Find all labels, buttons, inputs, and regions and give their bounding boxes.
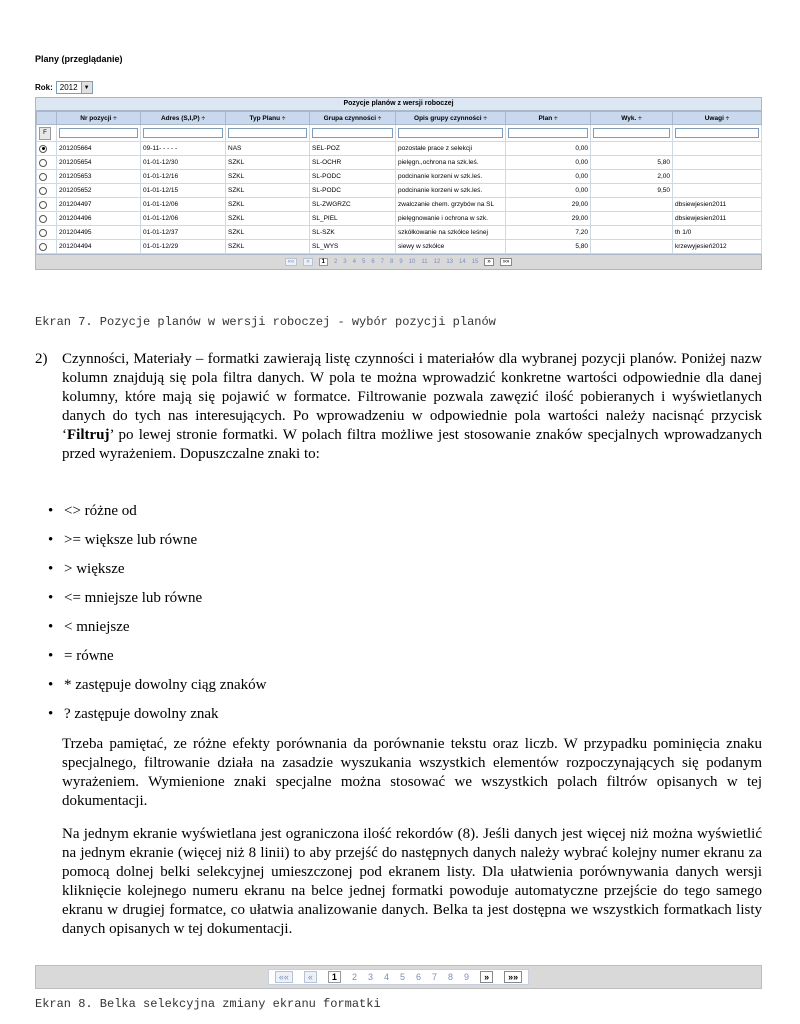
cell: SZKL <box>226 184 310 198</box>
cell <box>591 226 673 240</box>
pager <box>36 254 761 269</box>
cell: 01-01-12/37 <box>141 226 226 240</box>
table-row[interactable] <box>37 226 762 240</box>
cell <box>591 212 673 226</box>
figure-caption-8: Ekran 8. Belka selekcyjna zmiany ekranu formatki <box>35 997 381 1011</box>
list-item: • ? zastępuje dowolny znak <box>48 705 266 734</box>
pager-next-button[interactable]: » <box>480 971 493 983</box>
cell: SZKL <box>226 156 310 170</box>
cell: 201205653 <box>57 170 141 184</box>
pager-page[interactable]: 13 <box>446 259 453 265</box>
pager-page-current[interactable]: 1 <box>319 258 328 266</box>
table-row[interactable] <box>37 240 762 254</box>
filter-input[interactable] <box>312 128 393 138</box>
plans-table <box>36 111 762 254</box>
column-header[interactable]: Plan ÷ <box>506 112 591 125</box>
pager-page[interactable]: 2 <box>333 259 338 265</box>
list-number: 2) <box>35 351 48 367</box>
cell: 5,80 <box>506 240 591 254</box>
filter-button-name: Filtruj <box>67 427 110 443</box>
column-header[interactable]: Adres (S,I,P) ÷ <box>141 112 226 125</box>
cell: SEL-POZ <box>310 142 396 156</box>
header-row <box>37 112 762 125</box>
pager-last-button[interactable]: »» <box>504 971 522 983</box>
pager-page[interactable]: 2 <box>351 972 357 982</box>
cell: 201204495 <box>57 226 141 240</box>
cell: 01-01-12/16 <box>141 170 226 184</box>
list-item: • < mniejsze <box>48 618 266 647</box>
cell: podcinanie korzeni w szk.leś. <box>396 170 506 184</box>
pager-page[interactable]: 6 <box>416 972 422 982</box>
cell: SZKL <box>226 170 310 184</box>
list-item: • * zastępuje dowolny ciąg znaków <box>48 676 266 705</box>
cell: podcinanie korzeni w szk.leś. <box>396 184 506 198</box>
cell: 201205664 <box>57 142 141 156</box>
pager-page[interactable]: 4 <box>352 259 356 265</box>
chevron-down-icon[interactable]: ▼ <box>81 82 92 93</box>
cell: SL-OCHR <box>310 156 396 170</box>
row-radio[interactable] <box>39 173 47 181</box>
cell: zwalczanie chem. grzybów na SL <box>396 198 506 212</box>
year-label: Rok: <box>35 83 53 92</box>
cell: 01-01-12/29 <box>141 240 226 254</box>
cell: 0,00 <box>506 156 591 170</box>
cell: 09-11- - - - - <box>141 142 226 156</box>
cell: 7,20 <box>506 226 591 240</box>
pager-prev-button[interactable]: « <box>304 971 317 983</box>
table-row[interactable] <box>37 170 762 184</box>
pager-prev-button[interactable]: « <box>303 258 312 266</box>
cell: SZKL <box>226 198 310 212</box>
list-item: • >= większe lub równe <box>48 531 266 560</box>
cell: 0,00 <box>506 184 591 198</box>
cell <box>591 142 673 156</box>
row-radio[interactable] <box>39 187 47 195</box>
column-header[interactable]: Opis grupy czynności ÷ <box>396 112 506 125</box>
row-radio[interactable] <box>39 159 47 167</box>
cell: 01-01-12/30 <box>141 156 226 170</box>
cell: SZKL <box>226 240 310 254</box>
pager-page[interactable]: 5 <box>361 259 366 265</box>
year-select[interactable] <box>56 81 93 94</box>
cell: 01-01-12/06 <box>141 198 226 212</box>
list-item: • = równe <box>48 647 266 676</box>
cell: pielęgnowanie i ochrona w szk. <box>396 212 506 226</box>
grid-caption: Pozycje planów z wersji roboczej <box>36 98 761 111</box>
pager-first-button[interactable]: «« <box>285 258 298 266</box>
row-radio[interactable] <box>39 215 47 223</box>
cell: 0,00 <box>506 170 591 184</box>
cell: SZKL <box>226 226 310 240</box>
cell: 201205654 <box>57 156 141 170</box>
cell: NAS <box>226 142 310 156</box>
filter-input[interactable] <box>675 128 759 138</box>
cell: 9,50 <box>591 184 673 198</box>
table-row[interactable] <box>37 142 762 156</box>
cell: SL-ZWGRZC <box>310 198 396 212</box>
cell: SZKL <box>226 212 310 226</box>
page-title: Plany (przeglądanie) <box>35 54 123 64</box>
table-row[interactable] <box>37 198 762 212</box>
filter-input[interactable] <box>593 128 670 138</box>
column-header[interactable]: Wyk. ÷ <box>591 112 673 125</box>
pager-page[interactable]: 5 <box>399 972 405 982</box>
cell <box>673 142 762 156</box>
cell: SL-PODC <box>310 170 396 184</box>
pager-next-button[interactable]: » <box>484 258 493 266</box>
column-header[interactable]: Grupa czynności ÷ <box>310 112 396 125</box>
pager-page[interactable]: 9 <box>464 972 470 982</box>
row-radio[interactable] <box>39 229 47 237</box>
row-radio[interactable] <box>39 243 47 251</box>
cell: 201204496 <box>57 212 141 226</box>
paragraph-paging: Na jednym ekranie wyświetlana jest ograniczona ilość rekordów (8). Jeśli danych jest więcej niż można wyświetlić na jednym ekranie (więcej niż 8 linii) to aby przejść do następnych danych należy wybrać kolejny numer ekranu za pomocą dolnej belki selekcyjnej umieszczonej pod ekranem listy. Dla ułatwienia porównywania danych wersji kliknięcie kolejnego numeru ekranu na belce jednej formatki powoduje automatyczne przejście do tego samego ekranu w drugiej formatce, co ułatwia analizowanie danych. Belka ta jest dostępna we wszystkich formatkach listy danych opisanych w tej dokumentacji. <box>62 826 762 937</box>
filter-input[interactable] <box>143 128 223 138</box>
paragraph-comparison: Trzeba pamiętać, ze różne efekty porównania da porównanie tekstu oraz liczb. W przypadku pominięcia znaku specjalnego, filtrowanie działa na zasadzie wyszukania wszystkich elementów rozpoczynających się podanym wyrażeniem. Wymienione znaki specjalne można stosować we wszystkich polach filtrów opisanych w tej dokumentacji. <box>62 736 762 809</box>
pager-page[interactable]: 3 <box>367 972 373 982</box>
column-header[interactable]: Typ Planu ÷ <box>226 112 310 125</box>
list-item: • > większe <box>48 560 266 589</box>
pager <box>268 969 529 985</box>
list-item: • <> różne od <box>48 502 266 531</box>
figure-caption-7: Ekran 7. Pozycje planów w wersji roboczej - wybór pozycji planów <box>35 315 496 329</box>
cell: SL-SZK <box>310 226 396 240</box>
cell: SL-PODC <box>310 184 396 198</box>
pager-page[interactable]: 8 <box>390 259 394 265</box>
column-header-select <box>37 112 57 125</box>
pager-page[interactable]: 8 <box>448 972 454 982</box>
column-header[interactable]: Uwagi ÷ <box>673 112 762 125</box>
cell: pozostałe prace z selekcji <box>396 142 506 156</box>
list-item: • <= mniejsze lub równe <box>48 589 266 618</box>
filter-input[interactable] <box>59 128 138 138</box>
plans-grid <box>35 97 762 270</box>
cell: 01-01-12/06 <box>141 212 226 226</box>
cell: dbsiewjesien2011 <box>673 198 762 212</box>
year-value: 2012 <box>59 83 78 92</box>
filter-button[interactable]: F <box>39 127 51 140</box>
year-selector-row <box>35 81 93 94</box>
cell <box>591 240 673 254</box>
cell <box>673 156 762 170</box>
cell: dbsiewjesien2011 <box>673 212 762 226</box>
table-row[interactable] <box>37 156 762 170</box>
paragraph-text: ’ po lewej stronie formatki. W polach filtra możliwe jest stosowanie znaków specjalnych wprowadzanych przed wyrażeniem. Dopuszczalne znaki to: <box>62 427 762 462</box>
cell: SL_PIEL <box>310 212 396 226</box>
cell: th 1/0 <box>673 226 762 240</box>
paragraph-text: Czynności, Materiały – formatki zawierają listę czynności i materiałów dla wybranej pozycji planów. Poniżej nazw kolumn znajdują się pola filtra danych. W pola te można wprowadzić konkretne wartości odpowiednie dla danej kolumny, które mają się pojawić w formatce. Filtrowanie pozwala zawęzić ilość pobieranych i wyświetlanych danych do tych nas interesujących. Po wprowadzeniu w odpowiednie pola wartości należy nacisnąć przycisk ‘ <box>62 351 762 443</box>
cell: 201204497 <box>57 198 141 212</box>
pager-page[interactable]: 7 <box>380 259 385 265</box>
row-radio[interactable] <box>39 145 47 153</box>
pager-page[interactable]: 9 <box>399 259 403 265</box>
filter-input[interactable] <box>508 128 588 138</box>
cell: 5,80 <box>591 156 673 170</box>
screenshot-pager-bar <box>35 965 762 989</box>
pager-page[interactable]: 3 <box>343 259 347 265</box>
table-row[interactable] <box>37 212 762 226</box>
filter-row <box>37 125 762 142</box>
row-radio[interactable] <box>39 201 47 209</box>
cell: 2,00 <box>591 170 673 184</box>
pager-page[interactable]: 14 <box>459 259 466 265</box>
cell <box>591 198 673 212</box>
cell: 29,00 <box>506 198 591 212</box>
pager-page[interactable]: 15 <box>471 259 479 265</box>
cell: SL_WYS <box>310 240 396 254</box>
cell: szkółkowanie na szkółce leśnej <box>396 226 506 240</box>
pager-page[interactable]: 11 <box>421 259 428 265</box>
pager-page[interactable]: 7 <box>432 972 438 982</box>
table-row[interactable] <box>37 184 762 198</box>
cell: 201205652 <box>57 184 141 198</box>
pager-first-button[interactable]: «« <box>275 971 293 983</box>
cell: 201204494 <box>57 240 141 254</box>
screenshot-plans-browse <box>35 42 760 310</box>
cell <box>673 184 762 198</box>
pager-page[interactable]: 6 <box>371 259 375 265</box>
pager-page-current[interactable]: 1 <box>328 971 341 983</box>
cell: 0,00 <box>506 142 591 156</box>
cell: pielęgn.,ochrona na szk.leś. <box>396 156 506 170</box>
paragraph-filters <box>62 350 762 464</box>
pager-page[interactable]: 12 <box>433 259 441 265</box>
cell <box>673 170 762 184</box>
filter-input[interactable] <box>398 128 503 138</box>
cell: 01-01-12/15 <box>141 184 226 198</box>
cell: 29,00 <box>506 212 591 226</box>
special-chars-list <box>48 502 266 734</box>
cell: krzewyjesień2012 <box>673 240 762 254</box>
cell: siewy w szkółce <box>396 240 506 254</box>
column-header[interactable]: Nr pozycji ÷ <box>57 112 141 125</box>
pager-page[interactable]: 4 <box>383 972 389 982</box>
pager-last-button[interactable]: »» <box>500 258 513 266</box>
pager-page[interactable]: 10 <box>408 259 416 265</box>
filter-input[interactable] <box>228 128 307 138</box>
